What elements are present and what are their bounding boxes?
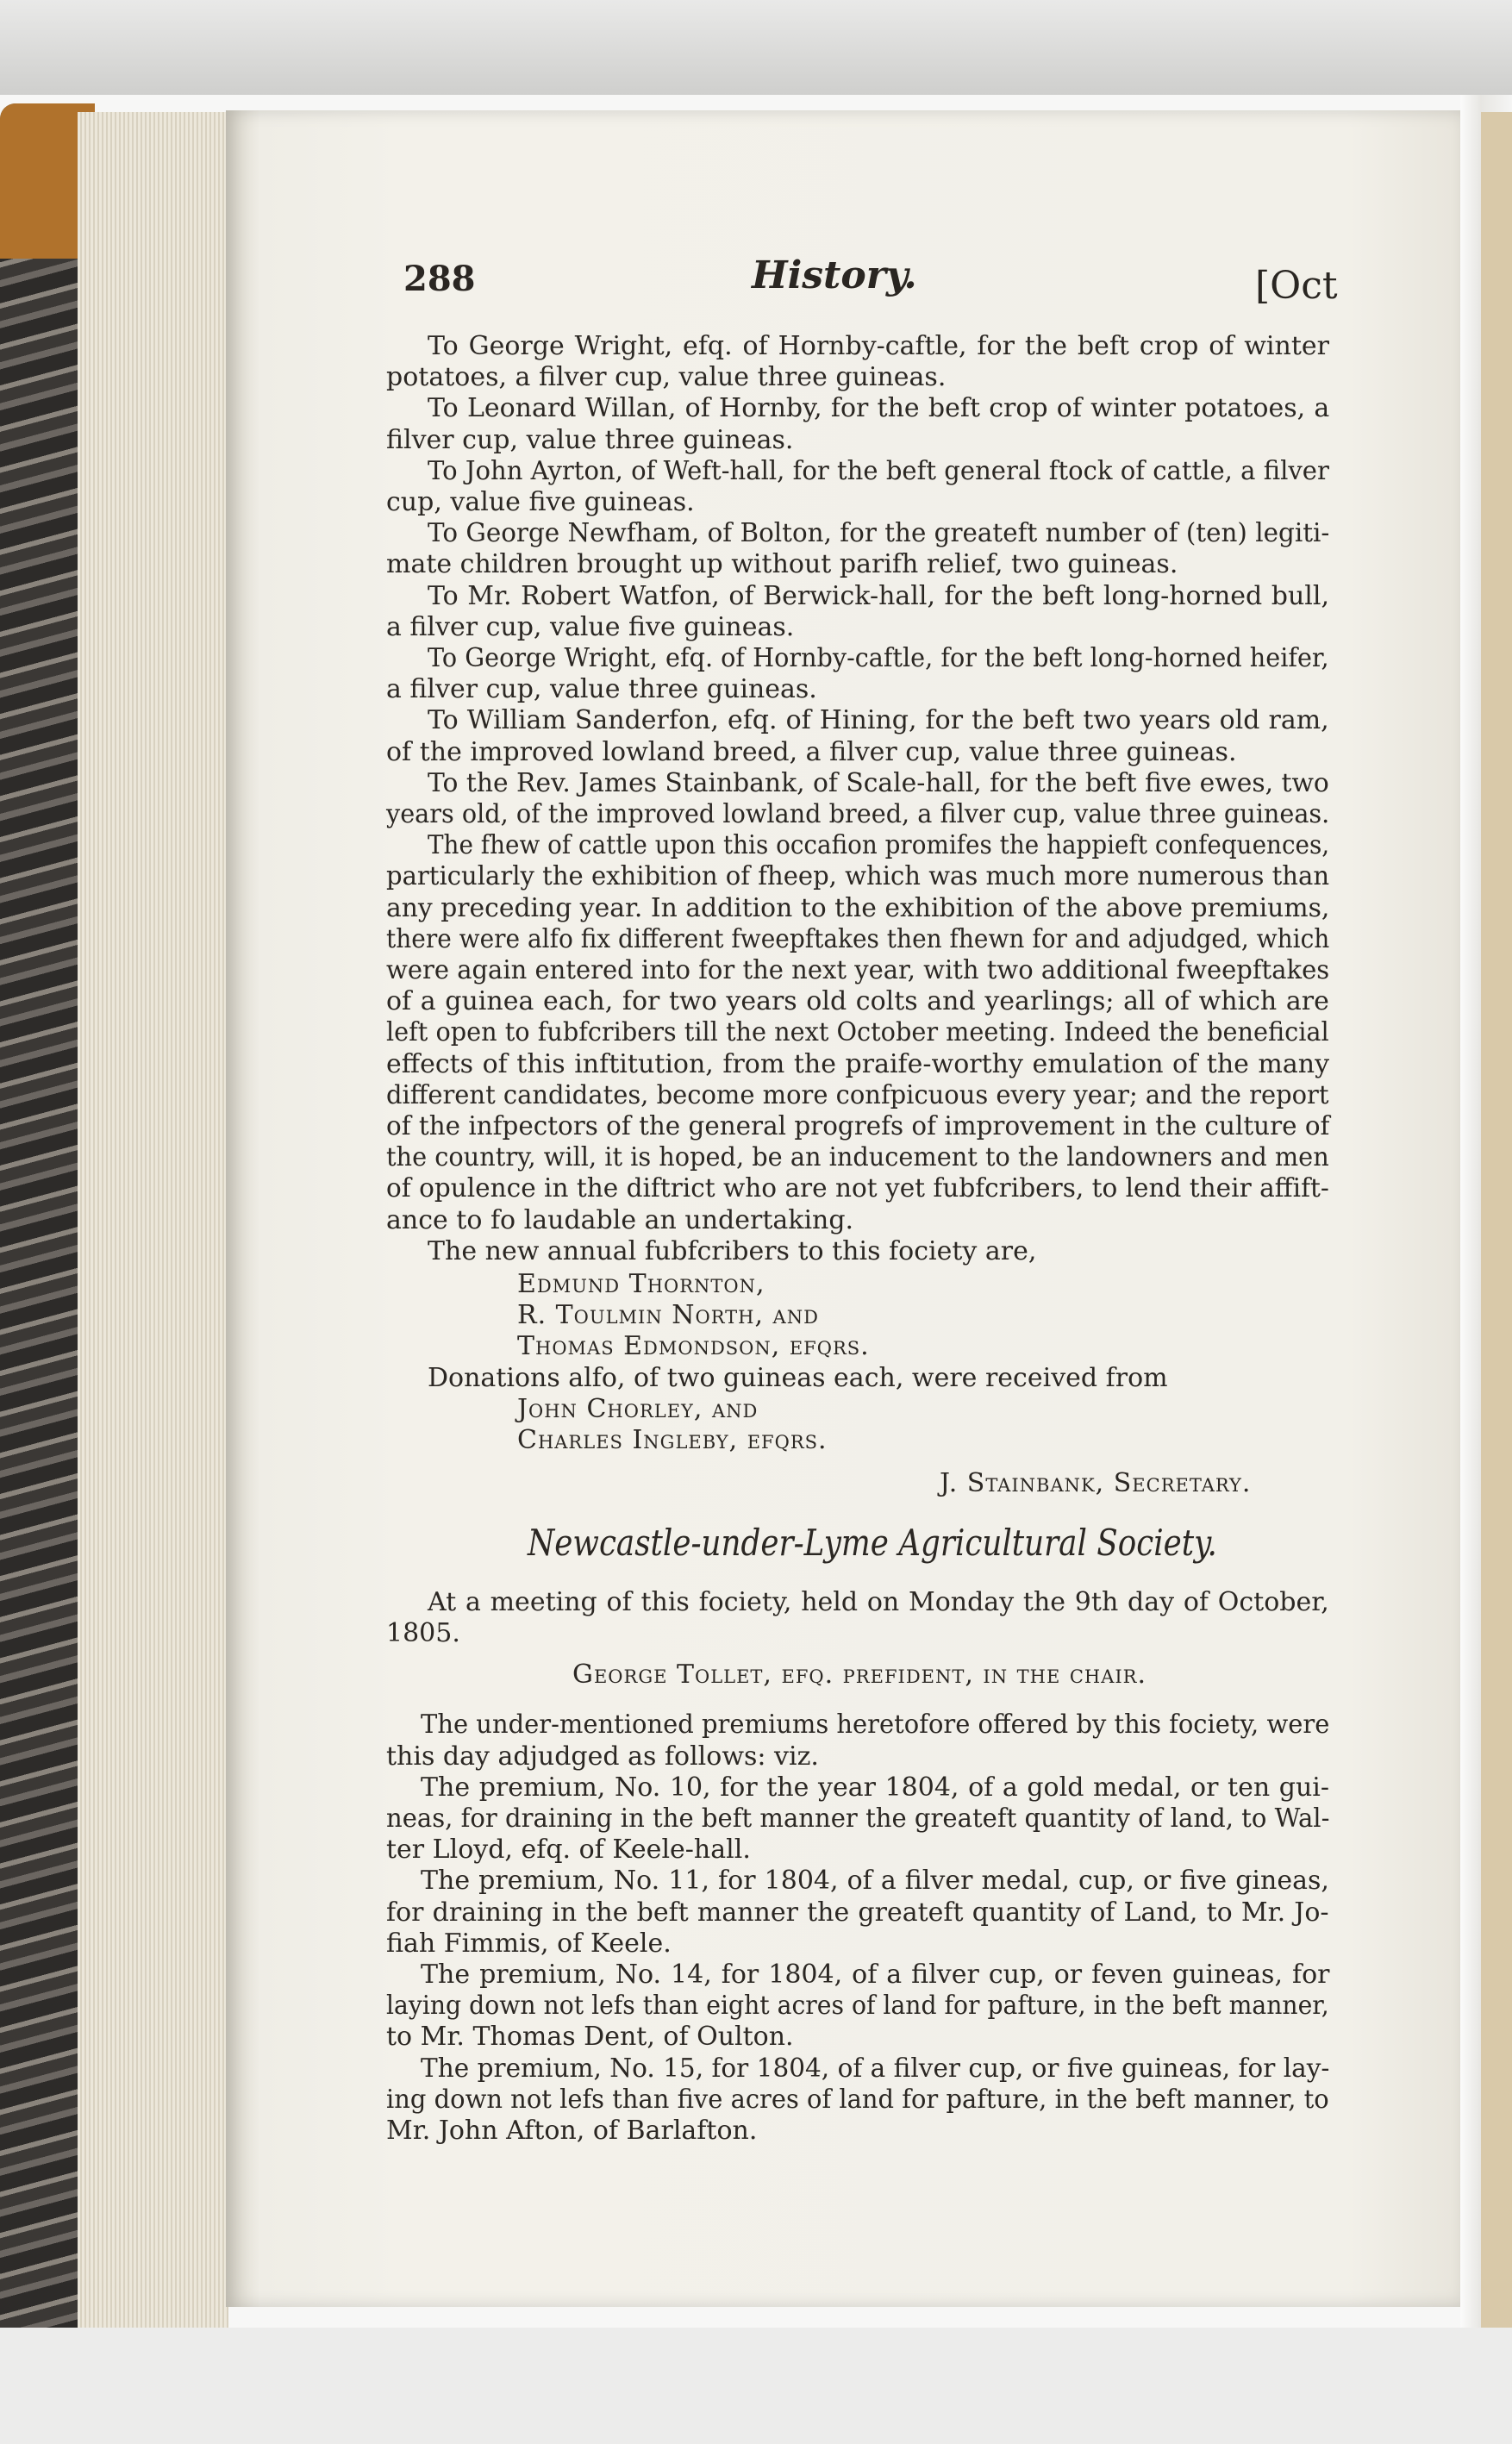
body-line: The premium, No. 11, for 1804, of a filver medal, cup, or five gineas, xyxy=(421,1866,1329,1897)
body-line: of the infpectors of the general progrefs of improvement in the culture of xyxy=(386,1111,1330,1141)
body-line: The premium, No. 10, for the year 1804, of a gold medal, or ten gui- xyxy=(421,1772,1330,1803)
body-line: there were alfo fix different fweepftakes then fhewn for and adjudged, which xyxy=(386,923,1330,954)
background-top xyxy=(0,0,1512,95)
body-line: To Leonard Willan, of Hornby, for the beft crop of winter potatoes, a xyxy=(428,393,1330,424)
marbled-cover-left xyxy=(0,103,86,2345)
body-line: neas, for draining in the beft manner the greateft quantity of land, to Wal- xyxy=(386,1803,1330,1834)
body-line: to Mr. Thomas Dent, of Oulton. xyxy=(386,2022,794,2053)
body-line: mate children brought up without parifh relief, two guineas. xyxy=(386,549,1178,580)
body-line: The fhew of cattle upon this occafion promifes the happieft confequences, xyxy=(428,830,1330,861)
body-line: different candidates, become more confpicuous every year; and the report xyxy=(386,1079,1329,1110)
body-line: of opulence in the diftrict who are not yet fubfcribers, to lend their affift- xyxy=(386,1173,1329,1204)
body-line: the country, will, it is hoped, be an inducement to the landowners and men xyxy=(386,1142,1329,1173)
body-line: a filver cup, value three guineas. xyxy=(386,674,817,705)
body-line: At a meeting of this fociety, held on Monday the 9th day of October, xyxy=(428,1587,1329,1618)
secretary-signature: J. Stainbank, Secretary. xyxy=(940,1468,1252,1499)
body-line: ing down not lefs than five acres of land for pafture, in the beft manner, to xyxy=(386,2084,1329,2115)
body-line: a filver cup, value five guineas. xyxy=(386,611,795,642)
body-line: ance to fo laudable an undertaking. xyxy=(386,1204,854,1235)
body-line: potatoes, a filver cup, value three guineas. xyxy=(386,362,947,393)
body-line: this day adjudged as follows: viz. xyxy=(386,1741,819,1772)
donor-name: John Chorley, and xyxy=(517,1393,759,1424)
cover-right xyxy=(1481,112,1512,2336)
president-line: George Tollet, efq. prefident, in the chair. xyxy=(572,1660,1147,1691)
subscriber-name: Edmund Thornton, xyxy=(517,1269,765,1299)
body-line: The new annual fubfcribers to this fociety are, xyxy=(428,1235,1037,1266)
body-line: for draining in the beft manner the greateft quantity of Land, to Mr. Jo- xyxy=(386,1897,1329,1928)
body-line: To William Sanderfon, efq. of Hining, for the beft two years old ram, xyxy=(428,705,1329,736)
body-line: of a guinea each, for two years old colts and yearlings; all of which are xyxy=(386,986,1329,1017)
body-line: left open to fubfcribers till the next October meeting. Indeed the beneficial xyxy=(386,1017,1329,1048)
donations-intro: Donations alfo, of two guineas each, were received from xyxy=(428,1362,1168,1393)
body-line: To the Rev. James Stainbank, of Scale-hall, for the beft five ewes, two xyxy=(428,767,1329,798)
body-line: of the improved lowland breed, a filver cup, value three guineas. xyxy=(386,736,1237,767)
subscriber-name: Thomas Edmondson, efqrs. xyxy=(517,1331,870,1362)
body-line: fiah Fimmis, of Keele. xyxy=(386,1928,672,1959)
body-line: were again entered into for the next year, with two additional fweepftakes xyxy=(386,955,1330,985)
body-line: To George Newfham, of Bolton, for the greateft number of (ten) legiti- xyxy=(428,518,1330,549)
body-line: 1805. xyxy=(386,1618,460,1649)
section-heading: Newcastle-under-Lyme Agricultural Society. xyxy=(528,1522,1217,1565)
donor-name: Charles Ingleby, efqrs. xyxy=(517,1425,828,1455)
body-line: laying down not lefs than eight acres of land for pafture, in the beft manner, xyxy=(386,1991,1329,2022)
body-line: To John Ayrton, of Weft-hall, for the beft general ftock of cattle, a filver xyxy=(428,455,1329,486)
body-line: any preceding year. In addition to the exhibition of the above premiums, xyxy=(386,892,1330,923)
body-line: effects of this inftitution, from the praife-worthy emulation of the many xyxy=(386,1048,1330,1079)
body-line: The premium, No. 15, for 1804, of a filver cup, or five guineas, for lay- xyxy=(421,2053,1330,2084)
subscriber-name: R. Toulmin North, and xyxy=(517,1300,819,1331)
body-line: The under-mentioned premiums heretofore offered by this fociety, were xyxy=(421,1710,1330,1741)
body-line: Mr. John Afton, of Barlafton. xyxy=(386,2116,758,2146)
running-title: History. xyxy=(752,253,917,297)
background-bottom xyxy=(0,2328,1512,2444)
body-line: ter Lloyd, efq. of Keele-hall. xyxy=(386,1835,751,1866)
page-number: 288 xyxy=(403,259,476,299)
page-edges-left xyxy=(78,112,228,2328)
body-line: To George Wright, efq. of Hornby-caftle, for the beft crop of winter xyxy=(428,331,1329,361)
body-line: years old, of the improved lowland breed, a filver cup, value three guineas. xyxy=(386,799,1330,829)
body-line: The premium, No. 14, for 1804, of a filver cup, or feven guineas, for xyxy=(421,1960,1330,1990)
body-line: particularly the exhibition of fheep, which was much more numerous than xyxy=(386,861,1330,892)
body-line: filver cup, value three guineas. xyxy=(386,424,794,455)
body-line: To George Wright, efq. of Hornby-caftle, for the beft long-horned heifer, xyxy=(428,643,1329,673)
body-line: cup, value five guineas. xyxy=(386,487,695,517)
body-line: To Mr. Robert Watfon, of Berwick-hall, for the beft long-horned bull, xyxy=(428,580,1330,611)
running-month: [Oct xyxy=(1255,264,1338,308)
